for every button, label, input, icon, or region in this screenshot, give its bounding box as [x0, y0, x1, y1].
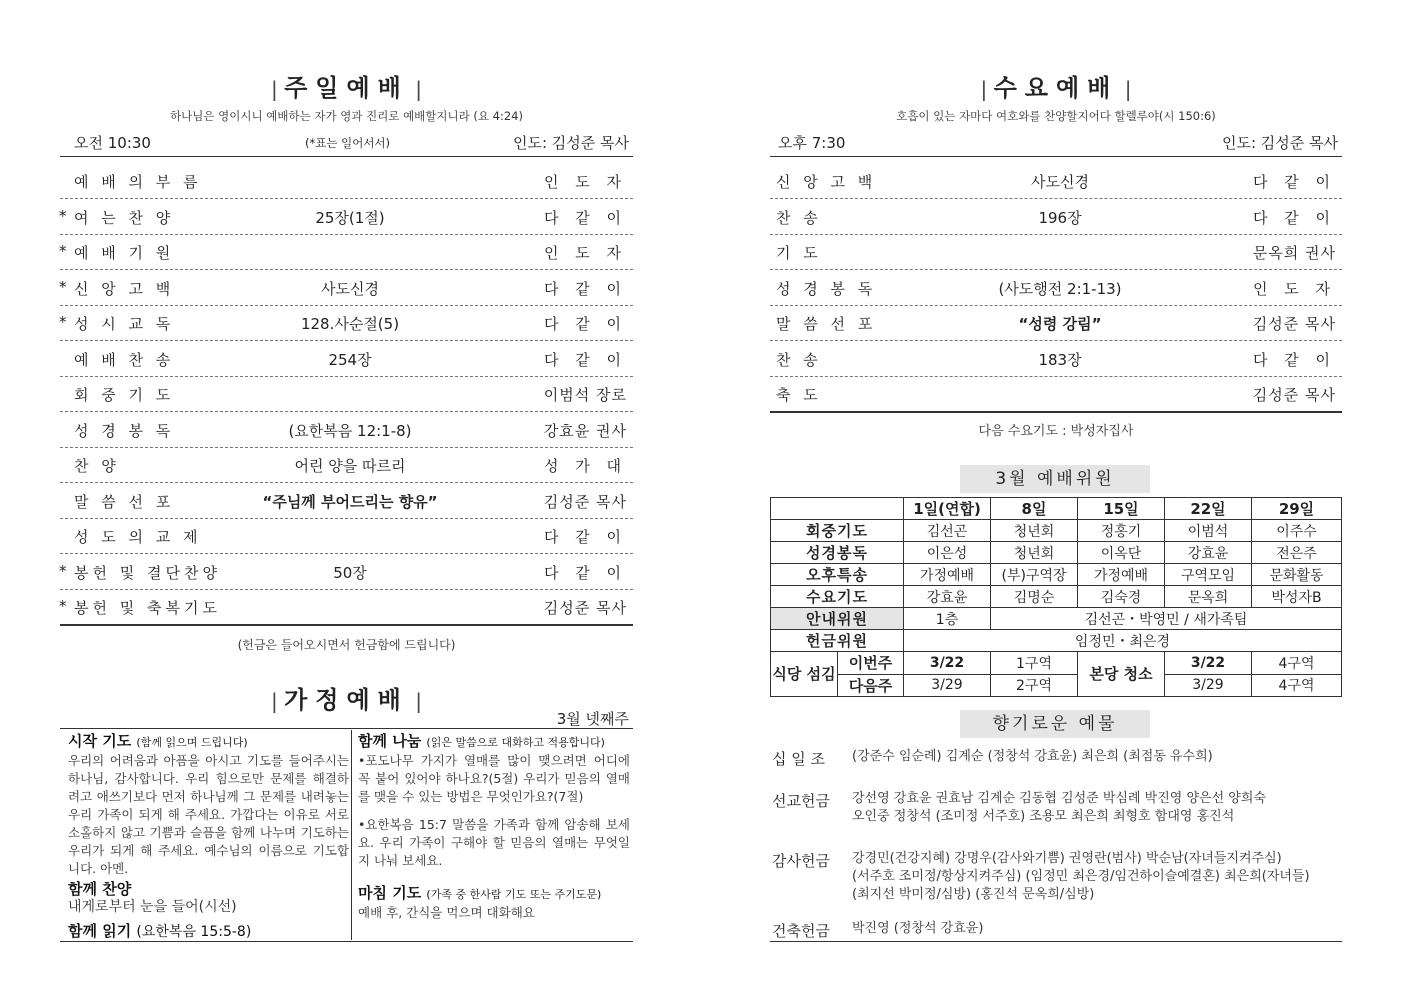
wednesday-time: 오후 7:30 — [778, 134, 846, 152]
duty-cell: 박성자B — [1252, 586, 1342, 608]
sunday-order-row — [60, 163, 633, 199]
meal-next-group: 2구역 — [991, 674, 1078, 697]
order-leader: 다 같 이 — [543, 528, 627, 546]
offering-names-line: 강선영 강효윤 권효남 김계순 김동협 김성준 박심례 박진영 양은선 양희숙 — [852, 791, 1266, 806]
order-name: 봉헌 및 축복기도 — [74, 599, 221, 617]
duty-date: 1일(연합) — [904, 498, 991, 520]
order-content: 50장 — [333, 563, 367, 582]
family-right-box — [358, 732, 630, 922]
read-title: 함께 읽기 (요한복음 15:5-8) — [68, 922, 252, 940]
order-name: 찬 양 — [74, 457, 120, 475]
meal-this-date: 3/22 — [904, 652, 991, 675]
offering-names-line: 오인중 정창석 (조미정 서주호) 조용모 최은희 최형호 함대영 홍진석 — [852, 809, 1235, 824]
order-content: 25장(1절) — [315, 208, 385, 227]
sunday-title: | 주일예배 | — [271, 74, 422, 102]
wednesday-order-row — [770, 234, 1342, 270]
sunday-leader: 인도: 김성준 목사 — [512, 134, 629, 152]
family-title: | 가정예배 | — [271, 686, 422, 714]
offerings-title: 향기로운 예물 — [960, 710, 1150, 738]
duty-cell: 이옥단 — [1078, 542, 1165, 564]
order-name: 성 경 봉 독 — [74, 421, 175, 440]
sunday-order-row — [60, 589, 633, 626]
duty-date: 29일 — [1252, 498, 1342, 520]
duty-date: 8일 — [991, 498, 1078, 520]
family-bottom — [60, 941, 633, 942]
sunday-order-row — [60, 518, 633, 554]
order-leader: 김성준 목사 — [1252, 386, 1336, 404]
order-leader: 김성준 목사 — [543, 599, 627, 617]
duty-row — [771, 586, 1342, 608]
duty-cell: 구역모임 — [1165, 564, 1252, 586]
offering-label: 헌금위원 — [771, 630, 904, 652]
order-leader: 김성준 목사 — [1252, 315, 1336, 333]
offering-type: 선교헌금 — [772, 792, 830, 810]
order-name: 예 배 의 부 름 — [74, 173, 202, 191]
stand-mark: * — [59, 313, 67, 331]
order-name: 신 앙 고 백 — [74, 279, 175, 298]
offering-type: 감사헌금 — [772, 852, 830, 870]
meal-row-this — [771, 652, 1342, 675]
clean-this-group: 4구역 — [1252, 652, 1342, 675]
order-name: 회 중 기 도 — [74, 386, 175, 404]
duty-cell: 청년회 — [991, 542, 1078, 564]
duty-date: 22일 — [1165, 498, 1252, 520]
duty-row — [771, 542, 1342, 564]
order-leader: 다 같 이 — [543, 563, 627, 582]
stand-mark: * — [59, 561, 67, 580]
close-prayer-text: 예배 후, 간식을 먹으며 대화해요 — [358, 905, 535, 920]
clean-label: 본당 청소 — [1078, 652, 1165, 697]
order-name: 기 도 — [776, 244, 822, 262]
order-leader: 인 도 자 — [543, 244, 627, 262]
duty-cell: 김명순 — [991, 586, 1078, 608]
praise-title: 함께 찬양 — [68, 880, 132, 898]
sunday-order-row — [60, 447, 633, 483]
order-content: 183장 — [1038, 350, 1082, 369]
duty-header-row — [771, 498, 1342, 520]
order-leader: 이범석 장로 — [543, 386, 627, 404]
order-name: 말 씀 선 포 — [74, 492, 175, 511]
offering-names: 임정민・최은경 — [904, 630, 1342, 652]
duty-role: 성경봉독 — [771, 542, 904, 564]
duty-row — [771, 564, 1342, 586]
duty-cell: 김숙경 — [1078, 586, 1165, 608]
sunday-order-row — [60, 483, 633, 519]
order-content: 어린 양을 따르리 — [294, 457, 406, 475]
wednesday-verse: 호흡이 있는 자마다 여호와를 찬양할지어다 할렐루야(시 150:6) — [896, 109, 1216, 123]
duty-table — [770, 497, 1342, 697]
offering-names-line: (최지선 박미정/심방) (홍진석 문옥희/심방) — [852, 887, 1095, 902]
stand-mark: * — [59, 277, 67, 296]
order-content: 196장 — [1038, 208, 1082, 227]
wednesday-header — [770, 130, 1342, 157]
duty-cell: 청년회 — [991, 520, 1078, 542]
duty-cell: 전은주 — [1252, 542, 1342, 564]
duty-role: 수요기도 — [771, 586, 904, 608]
duty-row — [771, 520, 1342, 542]
duty-cell: 김선곤 — [904, 520, 991, 542]
sunday-order-row — [60, 270, 633, 306]
clean-this-date: 3/22 — [1165, 652, 1252, 675]
duty-cell: 강효윤 — [904, 586, 991, 608]
family-divider — [60, 728, 633, 729]
share-question-2: •요한복음 15:7 말씀을 가족과 함께 암송해 보세요. 우리 가족이 구해야 할 믿음의 열매는 무엇일지 나눠 보세요. — [358, 817, 630, 868]
order-leader: 다 같 이 — [1252, 208, 1336, 227]
sunday-order-row — [60, 412, 633, 448]
duty-role: 회중기도 — [771, 520, 904, 542]
stand-mark: * — [59, 242, 67, 260]
wednesday-order-row — [770, 270, 1342, 306]
family-column-divider — [351, 730, 352, 940]
sunday-order-row — [60, 234, 633, 270]
sunday-order-row — [60, 341, 633, 377]
order-name: 말 씀 선 포 — [776, 315, 877, 333]
offering-names-line: (강준수 임순례) 김계순 (정창석 강효윤) 최은희 (최점동 유수희) — [852, 749, 1213, 764]
wednesday-order-row — [770, 376, 1342, 413]
next-week-label: 다음주 — [848, 676, 893, 695]
duty-date: 15일 — [1078, 498, 1165, 520]
share-title: 함께 나눔 (읽은 말씀으로 대화하고 적용합니다) — [358, 732, 605, 750]
wednesday-title: | 수요예배 | — [980, 74, 1132, 102]
this-week-label: 이번주 — [838, 652, 903, 675]
clean-next-group: 4구역 — [1252, 674, 1342, 697]
duty-cell: 문옥희 — [1165, 586, 1252, 608]
guide-floor: 1층 — [904, 608, 991, 630]
order-leader: 다 같 이 — [543, 315, 627, 333]
order-content: 사도신경 — [1031, 173, 1089, 191]
duty-cell: 가정예배 — [1078, 564, 1165, 586]
family-left-box — [68, 732, 349, 941]
order-leader: 강효윤 권사 — [543, 421, 627, 440]
duty-cell: 강효윤 — [1165, 542, 1252, 564]
meal-label: 식당 섬김 — [771, 652, 838, 696]
order-leader: 다 같 이 — [543, 279, 627, 298]
start-prayer-title: 시작 기도 (함께 읽으며 드립니다) — [68, 732, 248, 750]
wednesday-order-row — [770, 305, 1342, 341]
sunday-time: 오전 10:30 — [74, 134, 151, 152]
order-leader: 다 같 이 — [1252, 173, 1336, 191]
duty-title: 3월 예배위원 — [960, 465, 1150, 493]
order-leader: 다 같 이 — [1252, 350, 1336, 369]
duty-cell: 가정예배 — [904, 564, 991, 586]
order-name: 성 도 의 교 제 — [74, 528, 202, 546]
meal-this-group: 1구역 — [991, 652, 1078, 675]
order-content: (사도행전 2:1-13) — [998, 279, 1122, 298]
guide-label: 안내위원 — [771, 608, 904, 630]
offering-type: 십 일 조 — [772, 750, 826, 768]
offering-note: (헌금은 들어오시면서 헌금함에 드립니다) — [237, 638, 456, 652]
duty-cell: 이주수 — [1252, 520, 1342, 542]
stand-mark: * — [59, 206, 67, 225]
order-leader: 다 같 이 — [543, 350, 627, 369]
order-content: “주님께 부어드리는 향유” — [262, 492, 438, 511]
order-leader: 문옥희 권사 — [1252, 244, 1336, 262]
sunday-order-row — [60, 305, 633, 341]
wednesday-order-row — [770, 199, 1342, 235]
duty-cell: 이은성 — [904, 542, 991, 564]
duty-cell: 이범석 — [1165, 520, 1252, 542]
share-question-1: •포도나무 가지가 열매를 많이 맺으려면 어디에 꼭 붙어 있어야 하나요?(5절) 우리가 믿음의 열매를 맺을 수 있는 방법은 무엇인가요?(7절) — [358, 753, 630, 804]
order-leader: 김성준 목사 — [543, 492, 627, 511]
order-leader: 다 같 이 — [543, 208, 627, 227]
duty-role: 오후특송 — [771, 564, 904, 586]
order-name: 찬 송 — [776, 208, 822, 227]
order-leader: 인 도 자 — [543, 173, 627, 191]
clean-next-date: 3/29 — [1165, 674, 1252, 697]
offering-type: 건축헌금 — [772, 922, 830, 940]
wednesday-leader: 인도: 김성준 목사 — [1221, 134, 1338, 152]
offerings-bottom — [770, 941, 1342, 942]
order-name: 성 경 봉 독 — [776, 279, 877, 298]
close-prayer-title: 마침 기도 (가족 중 한사람 기도 또는 주기도문) — [358, 884, 602, 902]
order-content: (요한복음 12:1-8) — [288, 421, 412, 440]
sunday-stand-note: (*표는 일어서서) — [305, 136, 391, 150]
family-week: 3월 넷째주 — [556, 710, 629, 728]
offering-names-line: 강경민(건강지혜) 강명우(감사와기쁨) 권영란(범사) 박순남(자녀들지켜주심) — [852, 851, 1282, 866]
sunday-order-row — [60, 554, 633, 590]
order-name: 성 시 교 독 — [74, 315, 175, 333]
order-content: 254장 — [328, 350, 372, 369]
offering-names-line: 박진영 (정창석 강효윤) — [852, 921, 984, 936]
order-content: “성령 강림” — [1018, 315, 1102, 333]
duty-cell: 문화활동 — [1252, 564, 1342, 586]
start-prayer-text: 우리의 어려움과 아픔을 아시고 기도를 들어주시는 하나님, 감사합니다. 우리 힘으로만 문제를 해결하려고 애쓰기보다 먼저 하나님께 그 문제를 내려놓는 우리 가족이 되게 해 주세요. 가깝다는 이유로 서로 소홀하지 않고 기쁨과 슬픔을 함께 나누며 기도하는 우리가 되게 해 주세요. 예수님의 이름으로 기도합니다. 아멘. — [68, 753, 349, 876]
stand-mark: * — [59, 597, 67, 615]
sunday-header — [60, 130, 633, 157]
duty-cell: 정홍기 — [1078, 520, 1165, 542]
sunday-order-row — [60, 199, 633, 235]
order-name: 찬 송 — [776, 350, 822, 369]
order-leader: 인 도 자 — [1252, 279, 1336, 298]
offering-names-line: (서주호 조미정/항상지켜주심) (임정민 최은경/임건하이슬예결혼) 최은희(자녀들) — [852, 869, 1310, 884]
wednesday-order-row — [770, 341, 1342, 377]
order-name: 예 배 찬 송 — [74, 350, 175, 369]
order-content: 128.사순절(5) — [300, 315, 400, 333]
wednesday-order-row — [770, 163, 1342, 199]
order-name: 축 도 — [776, 386, 822, 404]
praise-text: 내게로부터 눈을 들어(시선) — [68, 899, 237, 915]
guide-names: 김선곤・박영민 / 새가족팀 — [991, 608, 1342, 630]
sunday-verse: 하나님은 영이시니 예배하는 자가 영과 진리로 예배할지니라 (요 4:24) — [170, 109, 523, 123]
guide-row — [771, 608, 1342, 630]
order-leader: 성 가 대 — [543, 457, 627, 475]
order-name: 신 앙 고 백 — [776, 173, 877, 191]
order-name: 여 는 찬 양 — [74, 208, 175, 227]
order-name: 예 배 기 원 — [74, 244, 175, 262]
order-name: 봉헌 및 결단찬양 — [74, 563, 221, 582]
next-wednesday-prayer: 다음 수요기도 : 박성자집사 — [978, 424, 1134, 439]
sunday-order-row — [60, 376, 633, 412]
meal-next-date: 3/29 — [904, 674, 991, 697]
duty-cell: (부)구역장 — [991, 564, 1078, 586]
offering-row — [771, 630, 1342, 652]
order-content: 사도신경 — [321, 279, 379, 298]
